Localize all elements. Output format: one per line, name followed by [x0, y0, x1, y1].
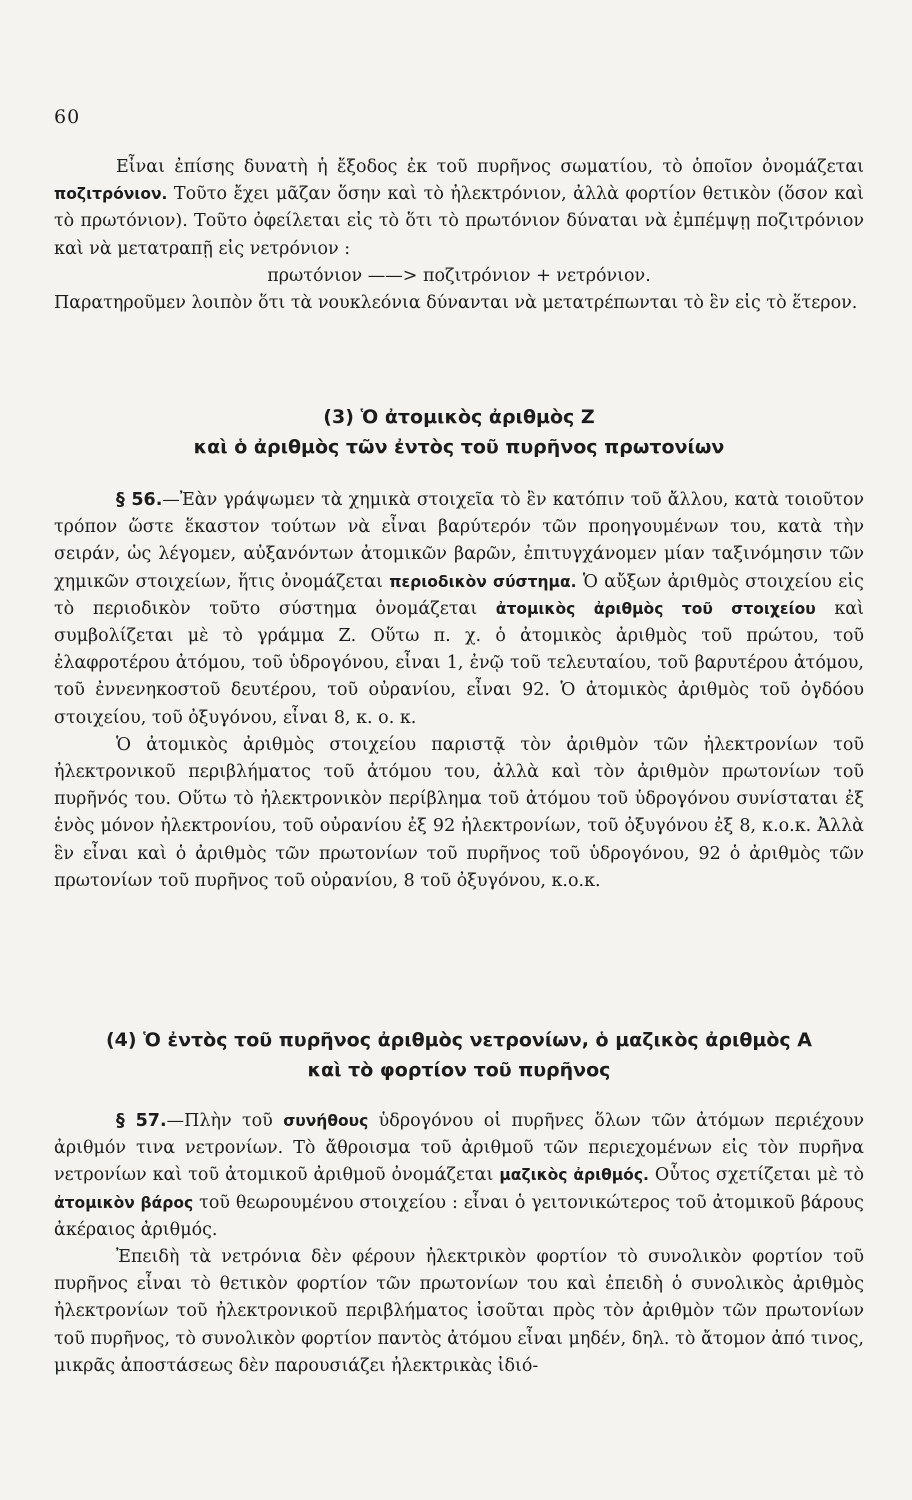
text-span: καὶ συμβολίζεται μὲ τὸ γράμμα Ζ. Οὕτω π. χ. ὁ ἀτομικὸς ἀριθμὸς τοῦ πρώτου, τοῦ ἐλαφροτέρου ἀτόμου, τοῦ ὑδρογόνου, εἶναι 1, ἐνῷ τοῦ τελευταίου, τοῦ βαρυτέρου ἀτόμου, τοῦ ἐννενηκοστοῦ δευτέρου, τοῦ οὐρανίου, εἶναι 92. Ὁ ἀτομικὸς ἀριθμὸς τοῦ ὀγδόου στοιχείου, τοῦ ὀξυγόνου, εἶναι 8, κ. ο. κ.	[54, 598, 864, 728]
paragraph-nucleus-charge: Ἐπειδὴ τὰ νετρόνια δὲν φέρουν ἠλεκτρικὸν φορτίον τὸ συνολικὸν φορτίον τοῦ πυρῆνος εἶναι τὸ θετικὸν φορτίον τῶν πρωτονίων του καὶ ἐπειδὴ ὁ συνολικὸς ἀριθμὸς ἠλεκτρονίων τοῦ ἠλεκτρονικοῦ περιβλήματος ἰσοῦται πρὸς τὸν ἀριθμὸν τῶν πρωτονίων τοῦ πυρῆνος, τὸ συνολικὸν φορτίον παντὸς ἀτόμου εἶναι μηδέν, δηλ. τὸ ἄτομον ἀπό τινος, μικρᾶς ἀποστάσεως δὲν παρουσιάζει ἠλεκτρικὰς ἰδιό-	[54, 1247, 864, 1376]
paragraph-atomic-number-meaning: Ὁ ἀτομικὸς ἀριθμὸς στοιχείου παριστᾷ τὸν ἀριθμὸν τῶν ἠλεκτρονίων τοῦ ἠλεκτρονικοῦ περιβλήματος τοῦ ἀτόμου του, ἀλλὰ καὶ τὸν ἀριθμὸν πρωτονίων τοῦ πυρῆνός του. Οὕτω τὸ ἠλεκτρονικὸν περίβλημα τοῦ ἀτόμου τοῦ ὑδρογόνου συνίσταται ἐξ ἑνὸς μόνον ἠλεκτρονίου, τοῦ οὐρανίου ἐξ 92 ἠλεκτρονίων, τοῦ ὀξυγόνου ἐξ 8, κ.ο.κ. Ἀλλὰ ἓν εἶναι καὶ ὁ ἀριθμὸς τῶν πρωτονίων τοῦ πυρῆνος τοῦ ὑδρογόνου, 92 ὁ ἀριθμὸς τῶν πρωτονίων τοῦ πυρῆνος τοῦ οὐρανίου, 8 τοῦ ὀξυγόνου, κ.ο.κ.	[54, 734, 864, 891]
text-span: —Πλὴν τοῦ	[166, 1111, 273, 1131]
term-atomic-number: ἀτομικὸς ἀριθμὸς τοῦ στοιχείου	[495, 599, 816, 618]
section-number: § 57.	[116, 1111, 167, 1131]
term-usual: συνήθους	[283, 1112, 369, 1130]
text-span: ὑδρογόνου οἱ πυρῆνες ὅλων τῶν ἀτόμων περιέχουν ἀριθμόν τινα νετρονίων. Τὸ ἄθροισμα τοῦ ἀριθμοῦ τῶν περιεχομένων εἰς τὸν πυρῆνα νετρονίων καὶ τοῦ ἀτομικοῦ ἀριθμοῦ ὀνομάζεται	[54, 1111, 864, 1186]
section-heading-3	[54, 402, 864, 462]
section-56-text	[54, 487, 864, 895]
heading-line: (4) Ὁ ἐντὸς τοῦ πυρῆνος ἀριθμὸς νετρονίων, ὁ μαζικὸς ἀριθμὸς Α	[105, 1029, 813, 1051]
intro-text-block	[54, 154, 864, 317]
text-span: Οὗτος σχετίζεται μὲ τὸ	[654, 1165, 864, 1186]
heading-line: (3) Ὁ ἀτομικὸς ἀριθμὸς Ζ	[323, 406, 595, 428]
reaction-formula: πρωτόνιον ——> ποζιτρόνιον + νετρόνιον.	[267, 265, 651, 286]
term-periodic-system: περιοδικὸν σύστημα.	[389, 572, 577, 591]
paragraph-mass-number	[54, 1108, 864, 1244]
heading-line: καὶ τὸ φορτίον τοῦ πυρῆνος	[307, 1059, 611, 1081]
text-span: Τοῦτο ἔχει μᾶζαν ὅσην καὶ τὸ ἠλεκτρόνιον, ἀλλὰ φορτίον θετικὸν (ὅσον καὶ τὸ πρωτόνιον). Τοῦτο ὀφείλεται εἰς τὸ ὅτι τὸ πρωτόνιον δύναται νὰ ἐμπέμψῃ ποζιτρόνιον καὶ νὰ μετατραπῇ εἰς νετρόνιον :	[54, 184, 864, 259]
text-span: Εἶναι ἐπίσης δυνατὴ ἡ ἔξοδος ἐκ τοῦ πυρῆνος σωματίου, τὸ ὁποῖον ὀνομάζεται	[116, 157, 864, 177]
text-span: τοῦ θεωρουμένου στοιχείου : εἶναι ὁ γειτονικώτερος τοῦ ἀτομικοῦ βάρους ἀκέραιος ἀριθμός.	[54, 1192, 864, 1240]
term-atomic-weight: ἀτομικὸν βάρος	[54, 1193, 194, 1212]
text-span: Ὁ αὔξων ἀριθμὸς στοιχείου εἰς τὸ περιοδικὸν τοῦτο σύστημα ὀνομάζεται	[54, 571, 864, 619]
paragraph-periodic-system	[54, 487, 864, 732]
page-number: 60	[54, 106, 81, 128]
paragraph-nucleons: Παρατηροῦμεν λοιπὸν ὅτι τὰ νουκλεόνια δύνανται νὰ μετατρέπωνται τὸ ἓν εἰς τὸ ἕτερον.	[54, 293, 858, 314]
paragraph-positron	[54, 154, 864, 263]
section-57-text	[54, 1108, 864, 1380]
heading-line: καὶ ὁ ἀριθμὸς τῶν ἐντὸς τοῦ πυρῆνος πρωτονίων	[193, 436, 725, 458]
section-number: § 56.	[116, 490, 163, 510]
term-mass-number: μαζικὸς ἀριθμός.	[499, 1166, 649, 1185]
term-positron: ποζιτρόνιον.	[54, 185, 168, 204]
text-span: —Ἐὰν γράψωμεν τὰ χημικὰ στοιχεῖα τὸ ἓν κατόπιν τοῦ ἄλλου, κατὰ τοιοῦτον τρόπον ὥστε ἕκαστον τούτων νὰ εἶναι βαρύτερόν τῶν προηγουμένων του, κατὰ τὴν σειράν, ὡς λέγομεν, αὐξανόντων ἀτομικῶν βαρῶν, ἐπιτυγχάνομεν μίαν ταξινόμησιν τῶν χημικῶν στοιχείων, ἥτις ὀνομάζεται	[54, 490, 865, 592]
section-heading-4	[54, 1025, 864, 1085]
